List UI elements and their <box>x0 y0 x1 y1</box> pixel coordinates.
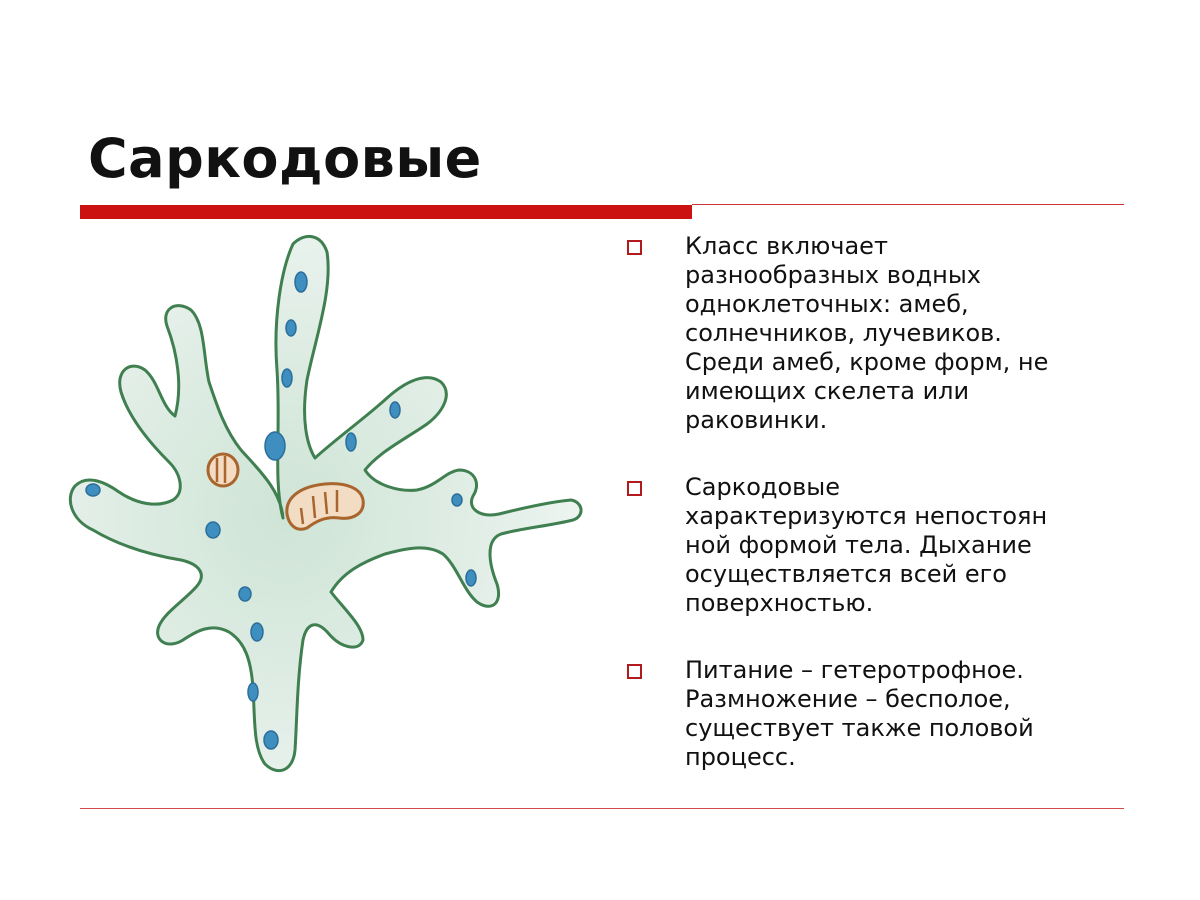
bullet-item <box>625 656 1125 772</box>
bullet-item <box>625 232 1125 435</box>
bullet-text: Саркодовые характеризуются непостоян ной формой тела. Дыхание осуществляется всей его поверхностью. <box>685 473 1048 617</box>
bullet-text: Питание – гетеротрофное. Размножение – бесполое, существует также половой процесс. <box>685 656 1034 771</box>
bullet-list <box>625 232 1125 810</box>
bullet-item <box>625 473 1125 618</box>
hollow-square-bullet-icon <box>627 664 642 679</box>
bullet-text: Класс включает разнообразных водных одноклеточных: амеб, солнечников, лучевиков. Среди амеб, кроме форм, не имеющих скелета или раковинки. <box>685 232 1049 434</box>
title-underline-thin <box>692 204 1124 205</box>
nucleus <box>208 454 238 486</box>
footer-rule <box>80 808 1124 809</box>
amoeba-illustration <box>45 230 590 790</box>
slide-title: Саркодовые <box>88 127 482 190</box>
hollow-square-bullet-icon <box>627 481 642 496</box>
hollow-square-bullet-icon <box>627 240 642 255</box>
title-underline-thick <box>80 205 692 219</box>
